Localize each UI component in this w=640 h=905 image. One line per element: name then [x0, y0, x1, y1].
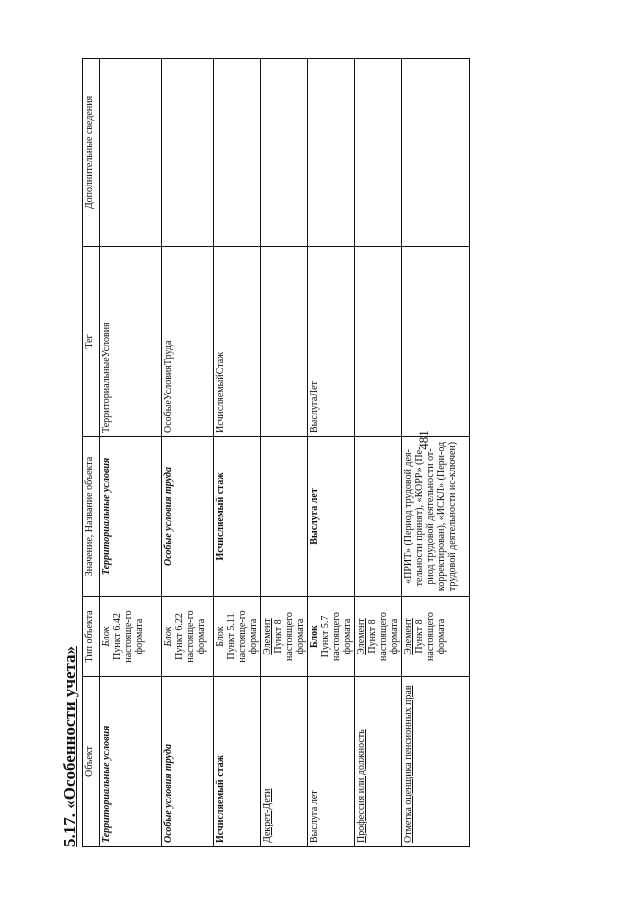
- type-kind: Блок: [309, 625, 320, 648]
- cell-type: [214, 597, 261, 677]
- table-row: [261, 59, 308, 847]
- cell-object: Исчисляемый стаж: [214, 677, 261, 847]
- header-extra: Дополнительные сведения: [83, 59, 100, 247]
- cell-extra: [308, 59, 355, 247]
- cell-type: [162, 597, 214, 677]
- cell-extra: [214, 59, 261, 247]
- cell-object: Отметка оценщика пенсионных прав: [402, 677, 470, 847]
- value-text: «ПРИТ» (Период трудовой дея-тельности принят), «КОРР» (Пе-риод трудовой деятельности от-корректирован), «ИСКЛ» (Пери-од трудовой деятельности ис-ключен): [403, 441, 458, 592]
- cell-value: [308, 437, 355, 597]
- cell-object: Выслуга лет: [308, 677, 355, 847]
- cell-extra: [261, 59, 308, 247]
- header-value: Значение, Название объекта: [83, 437, 100, 597]
- type-ref: Пункт 5.7 настоящего формата: [320, 612, 353, 661]
- type-kind: Блок: [101, 626, 112, 647]
- cell-value: [162, 437, 214, 597]
- table-row: [308, 59, 355, 847]
- cell-value: [214, 437, 261, 597]
- table-row: [355, 59, 402, 847]
- table-row: [214, 59, 261, 847]
- table-row: [100, 59, 162, 847]
- header-object: Объект: [83, 677, 100, 847]
- cell-object: Особые условия труда: [162, 677, 214, 847]
- cell-type: [355, 597, 402, 677]
- page-number: 481: [415, 430, 431, 450]
- value-text: Территориальные условия: [101, 457, 112, 576]
- header-tag: Тег: [83, 247, 100, 437]
- cell-value: [100, 437, 162, 597]
- cell-tag: [355, 247, 402, 437]
- cell-tag: ОсобыеУсловияТруда: [162, 247, 214, 437]
- type-kind: Элемент: [403, 618, 414, 655]
- type-ref: Пункт 6.42 настояще-го формата: [112, 610, 145, 663]
- cell-type: [308, 597, 355, 677]
- cell-tag: ВыслугаЛет: [308, 247, 355, 437]
- cell-value: [402, 437, 470, 597]
- cell-object: Территориальные условия: [100, 677, 162, 847]
- type-ref: Пункт 8 настоящего формата: [367, 612, 400, 661]
- value-text: Особые условия труда: [163, 467, 174, 566]
- type-kind: Элемент: [262, 618, 273, 655]
- type-ref: Пункт 8 настоящего формата: [414, 612, 447, 661]
- value-text: Исчисляемый стаж: [215, 472, 226, 561]
- type-kind: Блок: [215, 626, 226, 647]
- table-row: [162, 59, 214, 847]
- type-kind: Элемент: [356, 618, 367, 655]
- cell-extra: [402, 59, 470, 247]
- type-ref: Пункт 6.22 настояще-го формата: [174, 610, 207, 663]
- header-type: Тип объекта: [83, 597, 100, 677]
- section-table: [82, 58, 470, 847]
- cell-type: [100, 597, 162, 677]
- cell-object: Декрет-Дети: [261, 677, 308, 847]
- cell-tag: ТерриториальныеУсловия: [100, 247, 162, 437]
- cell-tag: [402, 247, 470, 437]
- type-ref: Пункт 5.11 настояще-го формата: [226, 610, 259, 663]
- cell-extra: [100, 59, 162, 247]
- cell-type: [402, 597, 470, 677]
- cell-extra: [355, 59, 402, 247]
- table-header-row: [83, 59, 100, 847]
- cell-tag: ИсчисляемыйСтаж: [214, 247, 261, 437]
- cell-value: [355, 437, 402, 597]
- cell-extra: [162, 59, 214, 247]
- cell-type: [261, 597, 308, 677]
- cell-object: Профессия или должность: [355, 677, 402, 847]
- value-text: Выслуга лет: [309, 488, 320, 545]
- table-row: [402, 59, 470, 847]
- type-kind: Блок: [163, 626, 174, 647]
- cell-tag: [261, 247, 308, 437]
- type-ref: Пункт 8 настоящего формата: [273, 612, 306, 661]
- section-heading: 5.17. «Особенности учета»: [60, 645, 79, 847]
- cell-value: [261, 437, 308, 597]
